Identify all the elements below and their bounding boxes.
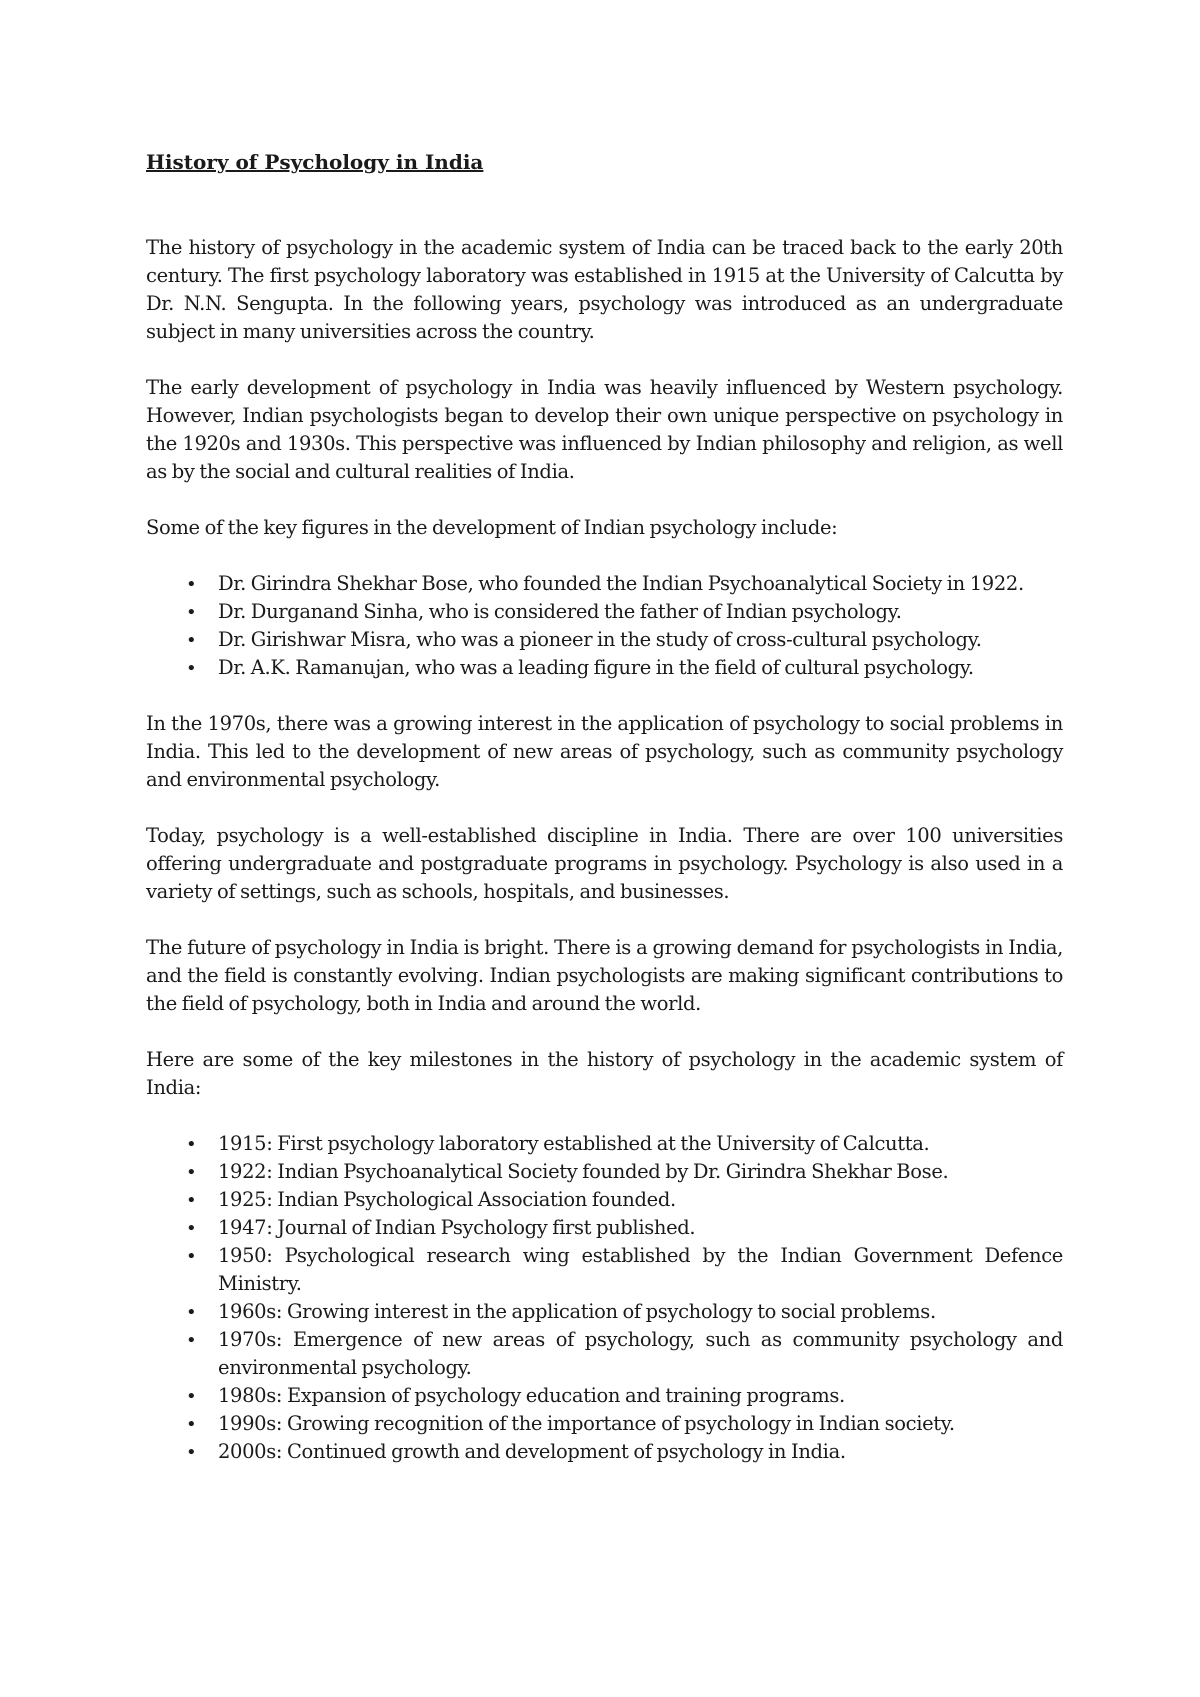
list-item-text: Dr. A.K. Ramanujan, who was a leading figure in the field of cultural psychology. [218, 656, 974, 679]
bullet-icon [186, 1186, 196, 1215]
list-item-text: Dr. Girindra Shekhar Bose, who founded the Indian Psychoanalytical Society in 1922. [218, 572, 1024, 595]
list-item-text: 1915: First psychology laboratory established at the University of Calcutta. [218, 1132, 930, 1155]
paragraph-today: Today, psychology is a well-established discipline in India. There are over 100 universities offering undergraduate and postgraduate programs in psychology. Psychology is also used in a variety of settings, such as schools, hospitals, and businesses. [146, 824, 1063, 903]
bullet-icon [186, 1382, 196, 1411]
list-item [218, 654, 1063, 682]
bullet-icon [186, 598, 196, 627]
list-item [218, 1410, 1063, 1438]
key-figures-list [146, 570, 1063, 682]
list-item [218, 1242, 1063, 1298]
list-item [218, 626, 1063, 654]
paragraph-early-development: The early development of psychology in India was heavily influenced by Western psychology. However, Indian psychologists began to develop their own unique perspective on psychology in the 1920s and 1930s. This perspective was influenced by Indian philosophy and religion, as well as by the social and cultural realities of India. [146, 376, 1063, 483]
list-item-text: 1950: Psychological research wing established by the Indian Government Defence Ministry. [218, 1244, 1063, 1295]
list-item [218, 1382, 1063, 1410]
list-item [218, 1130, 1063, 1158]
list-item [218, 570, 1063, 598]
list-item-text: 1960s: Growing interest in the application of psychology to social problems. [218, 1300, 936, 1323]
bullet-icon [186, 1298, 196, 1327]
list-item-text: Dr. Durganand Sinha, who is considered the father of Indian psychology. [218, 600, 902, 623]
list-item-text: 1922: Indian Psychoanalytical Society founded by Dr. Girindra Shekhar Bose. [218, 1160, 949, 1183]
bullet-icon [186, 1242, 196, 1271]
bullet-icon [186, 1410, 196, 1439]
list-item [218, 1158, 1063, 1186]
list-item [218, 1326, 1063, 1382]
bullet-icon [186, 1130, 196, 1159]
paragraph-intro: The history of psychology in the academic system of India can be traced back to the early 20th century. The first psychology laboratory was established in 1915 at the University of Calcutta by Dr. N.N. Sengupta. In the following years, psychology was introduced as an undergraduate subject in many universities across the country. [146, 236, 1063, 343]
list-item-text: 1990s: Growing recognition of the importance of psychology in Indian society. [218, 1412, 955, 1435]
list-item-text: Dr. Girishwar Misra, who was a pioneer in the study of cross-cultural psychology. [218, 628, 982, 651]
list-item [218, 1214, 1063, 1242]
paragraph-future: The future of psychology in India is bright. There is a growing demand for psychologists in India, and the field is constantly evolving. Indian psychologists are making significant contributions to the field of psychology, both in India and around the world. [146, 936, 1063, 1015]
list-item [218, 598, 1063, 626]
list-item-text: 1947: Journal of Indian Psychology first published. [218, 1216, 696, 1239]
list-item-text: 1980s: Expansion of psychology education and training programs. [218, 1384, 845, 1407]
document-title: History of Psychology in India [146, 150, 484, 174]
bullet-icon [186, 570, 196, 599]
list-item-text: 1970s: Emergence of new areas of psychology, such as community psychology and environmental psychology. [218, 1328, 1063, 1379]
list-item-text: 1925: Indian Psychological Association founded. [218, 1188, 676, 1211]
document-page [146, 150, 1063, 1494]
list-item [218, 1298, 1063, 1326]
bullet-icon [186, 626, 196, 655]
bullet-icon [186, 1326, 196, 1355]
paragraph-milestones-intro: Here are some of the key milestones in the history of psychology in the academic system of India: [146, 1048, 1063, 1099]
paragraph-1970s: In the 1970s, there was a growing interest in the application of psychology to social problems in India. This led to the development of new areas of psychology, such as community psychology and environmental psychology. [146, 712, 1063, 791]
bullet-icon [186, 1158, 196, 1187]
bullet-icon [186, 654, 196, 683]
list-item [218, 1186, 1063, 1214]
bullet-icon [186, 1438, 196, 1467]
milestones-list [146, 1130, 1063, 1466]
list-item-text: 2000s: Continued growth and development of psychology in India. [218, 1440, 846, 1463]
list-item [218, 1438, 1063, 1466]
bullet-icon [186, 1214, 196, 1243]
paragraph-key-figures-intro: Some of the key figures in the development of Indian psychology include: [146, 516, 838, 539]
